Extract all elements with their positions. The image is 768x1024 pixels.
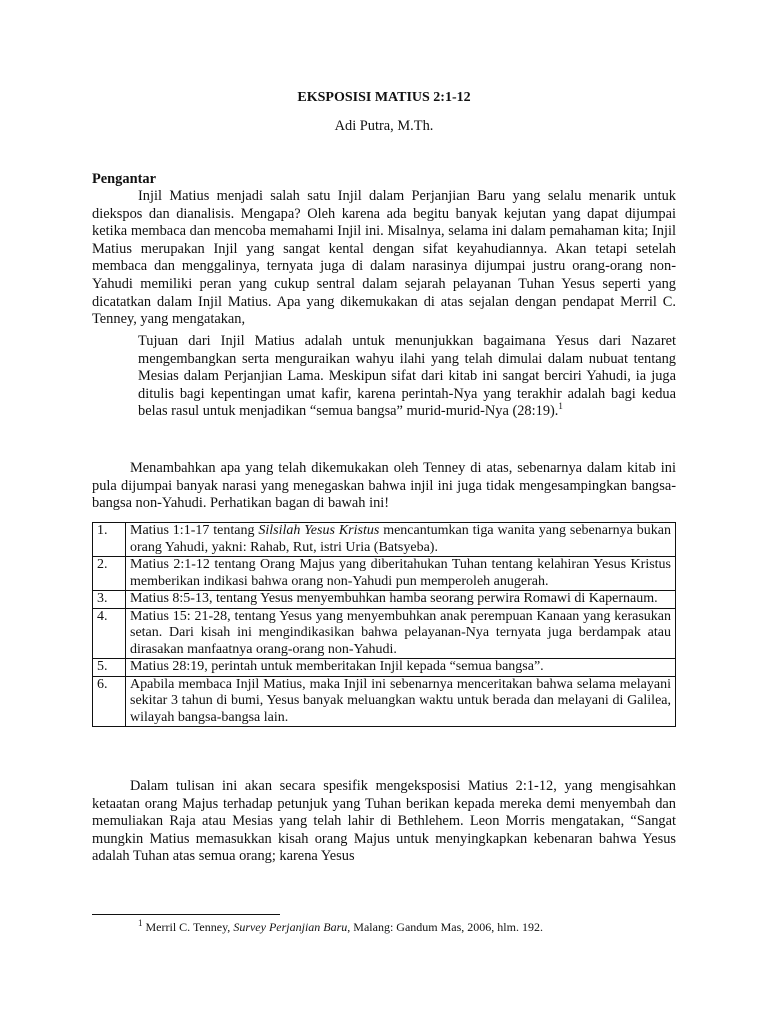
row-text-part: Matius 1:1-17 tentang: [130, 523, 259, 538]
row-number: 1.: [93, 523, 126, 557]
row-text-part: mencantumkan tiga wanita yang sebenarnya bukan orang Yahudi, yakni: Rahab, Rut, istri Uria (Batsyeba).: [130, 523, 671, 555]
row-text: [126, 676, 676, 727]
row-text-part: Matius 8:5-13, tentang Yesus menyembuhkan hamba seorang perwira Romawi di Kapernaum.: [130, 591, 658, 606]
document-title: EKSPOSISI MATIUS 2:1-12: [297, 90, 471, 105]
footnote: [138, 920, 543, 934]
footnote-reference[interactable]: 1: [558, 401, 563, 412]
table-row: [93, 608, 676, 659]
intro-paragraph: Injil Matius menjadi salah satu Injil dalam Perjanjian Baru yang selalu menarik untuk diekspos dan dianalisis. Mengapa? Oleh karena ada begitu banyak kejutan yang dapat dijumpai ketika membaca dan mencoba memahami Injil ini. Misalnya, selama ini dalam pemahaman kita; Injil Matius merupakan Injil yang sangat kental dengan sifat keyahudiannya. Akan tetapi setelah membaca dan menggalinya, ternyata juga di dalam narasinya dijumpai justru orang-orang non-Yahudi memiliki peran yang cukup sentral dalam sejarah pelayanan Tuhan Yesus seperti yang dicatatkan dalam Injil Matius. Apa yang dikemukakan di atas sejalan dengan pendapat Merril C. Tenney, yang mengatakan,: [92, 188, 676, 328]
section-heading-pengantar: Pengantar: [92, 171, 156, 187]
paragraph-3: Dalam tulisan ini akan secara spesifik mengeksposisi Matius 2:1-12, yang mengisahkan ketaatan orang Majus terhadap petunjuk yang Tuhan berikan kepada mereka demi menyembah dan memuliakan Raja atau Mesias yang telah lahir di Bethlehem. Leon Morris mengatakan, “Sangat mungkin Matius memasukkan kisah orang Majus untuk menyingkapkan kebenaran bahwa Yesus adalah Tuhan atas semua orang; karena Yesus: [92, 778, 676, 865]
row-text-emphasis: Silsilah Yesus Kristus: [258, 523, 380, 538]
row-text: [126, 591, 676, 609]
quote-text: Tujuan dari Injil Matius adalah untuk menunjukkan bagaimana Yesus dari Nazaret mengembangkan serta menguraikan wahyu ilahi yang telah dimulai dalam nubuat tentang Mesias dalam Perjanjian Lama. Meskipun sifat dari kitab ini sangat berciri Yahudi, ia juga ditulis bagi kepentingan umat kafir, karena perintah-Nya yang terakhir adalah bagi kedua belas rasul untuk menjadikan “semua bangsa” murid-murid-Nya (28:19).: [138, 333, 676, 420]
row-text-part: Matius 28:19, perintah untuk memberitakan Injil kepada “semua bangsa”.: [130, 659, 544, 674]
author-name: Adi Putra, M.Th.: [334, 118, 434, 134]
table-row: [93, 523, 676, 557]
row-number: 2.: [93, 557, 126, 591]
row-text: [126, 557, 676, 591]
table-row: [93, 676, 676, 727]
row-number: 3.: [93, 591, 126, 609]
row-number: 5.: [93, 659, 126, 677]
table-row: [93, 591, 676, 609]
footnote-divider: [92, 914, 280, 915]
table-row: [93, 557, 676, 591]
footnote-publisher: , Malang: Gandum Mas, 2006, hlm. 192.: [347, 920, 543, 934]
row-text: [126, 608, 676, 659]
row-text: [126, 659, 676, 677]
row-number: 6.: [93, 676, 126, 727]
row-text-part: Apabila membaca Injil Matius, maka Injil ini sebenarnya menceritakan bahwa selama melayani sekitar 3 tahun di bumi, Yesus banyak meluangkan waktu untuk berada dan melayani di Galilea, wilayah bangsa-bangsa lain.: [130, 676, 671, 725]
row-text-part: Matius 2:1-12 tentang Orang Majus yang diberitahukan Tuhan tentang kelahiran Yesus Kristus memberikan indikasi bahwa orang non-Yahudi pun memperoleh anugerah.: [130, 557, 671, 589]
footnote-author: Merril C. Tenney,: [142, 920, 234, 934]
block-quote: [138, 333, 676, 421]
paragraph-2: Menambahkan apa yang telah dikemukakan oleh Tenney di atas, sebenarnya dalam kitab ini pula dijumpai banyak narasi yang menegaskan bahwa injil ini juga tidak mengesampingkan bangsa-bangsa non-Yahudi. Perhatikan bagan di bawah ini!: [92, 460, 676, 512]
row-number: 4.: [93, 608, 126, 659]
bagan-table: [92, 522, 676, 727]
row-text: [126, 523, 676, 557]
row-text-part: Matius 15: 21-28, tentang Yesus yang menyembuhkan anak perempuan Kanaan yang kerasukan setan. Dari kisah ini mengindikasikan bahwa pelayanan-Nya ternyata juga berdampak atau dirasakan manfaatnya orang-orang non-Yahudi.: [130, 608, 671, 657]
footnote-mark: 1: [138, 918, 143, 928]
footnote-book-title: Survey Perjanjian Baru: [233, 920, 348, 934]
table-row: [93, 659, 676, 677]
